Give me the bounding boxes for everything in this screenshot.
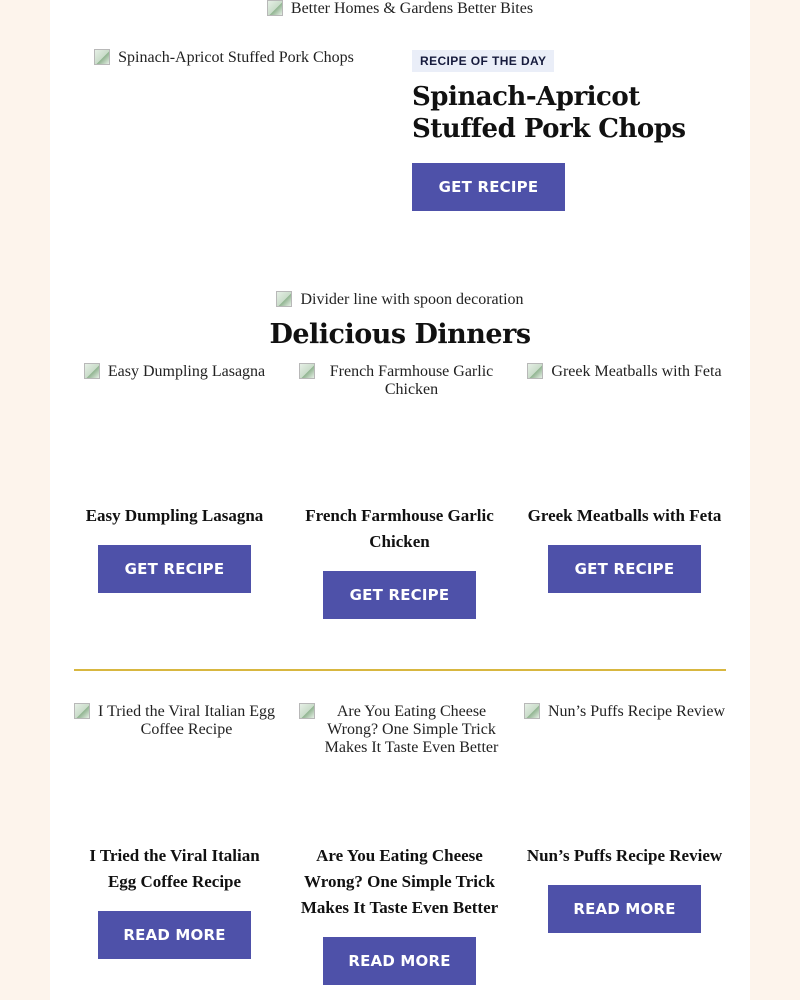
recipe-card-title[interactable]: French Farmhouse Garlic Chicken (305, 506, 494, 551)
broken-image-icon (527, 363, 543, 379)
article-card (299, 703, 500, 985)
article-card-title[interactable]: I Tried the Viral Italian Egg Coffee Recipe (89, 846, 260, 891)
broken-image-icon (299, 363, 315, 379)
broken-image-icon (276, 291, 292, 307)
broken-image-icon (84, 363, 100, 379)
divider-image (74, 291, 726, 311)
article-card-image[interactable] (524, 703, 725, 843)
article-card-image-alt: Are You Eating Cheese Wrong? One Simple Trick Makes It Taste Even Better (324, 703, 499, 756)
recipe-card (299, 363, 500, 619)
recipe-card-image-alt: Easy Dumpling Lasagna (107, 363, 266, 380)
section-heading: Delicious Dinners (269, 319, 531, 350)
read-more-button[interactable]: READ MORE (323, 937, 476, 985)
broken-image-icon (74, 703, 90, 719)
read-more-button[interactable]: READ MORE (548, 885, 701, 933)
recipe-of-the-day-badge: RECIPE OF THE DAY (412, 50, 554, 72)
article-card-image-alt: I Tried the Viral Italian Egg Coffee Recipe (98, 703, 275, 738)
article-card-title[interactable]: Are You Eating Cheese Wrong? One Simple Trick Makes It Taste Even Better (300, 846, 499, 917)
hero-image-alt: Spinach-Apricot Stuffed Pork Chops (118, 49, 354, 66)
article-card-image[interactable] (299, 703, 500, 843)
header-logo[interactable] (50, 0, 750, 22)
get-recipe-button[interactable]: GET RECIPE (98, 545, 251, 593)
broken-image-icon (267, 0, 283, 16)
recipe-card (74, 363, 275, 593)
header-logo-alt: Better Homes & Gardens Better Bites (290, 0, 534, 17)
hero-title[interactable]: Spinach-Apricot Stuffed Pork Chops (412, 82, 686, 144)
broken-image-icon (299, 703, 315, 719)
recipe-card-image[interactable] (74, 363, 275, 503)
recipe-card-title[interactable]: Greek Meatballs with Feta (527, 506, 722, 525)
email-body (50, 0, 750, 1000)
section-divider (74, 669, 726, 671)
read-more-button[interactable]: READ MORE (98, 911, 251, 959)
article-card (524, 703, 725, 933)
divider-image-alt: Divider line with spoon decoration (300, 291, 524, 308)
recipe-card-image-alt: Greek Meatballs with Feta (551, 363, 722, 380)
get-recipe-button[interactable]: GET RECIPE (548, 545, 701, 593)
article-card (74, 703, 275, 959)
article-card-image[interactable] (74, 703, 275, 843)
article-card-title[interactable]: Nun’s Puffs Recipe Review (526, 846, 723, 865)
recipe-card (524, 363, 725, 593)
article-card-image-alt: Nun’s Puffs Recipe Review (548, 703, 726, 720)
hero-info (412, 50, 732, 211)
recipe-card-image[interactable] (524, 363, 725, 503)
recipe-card-title[interactable]: Easy Dumpling Lasagna (85, 506, 264, 525)
recipe-card-image[interactable] (299, 363, 500, 503)
hero-get-recipe-button[interactable]: GET RECIPE (412, 163, 565, 211)
get-recipe-button[interactable]: GET RECIPE (323, 571, 476, 619)
broken-image-icon (524, 703, 540, 719)
hero-image[interactable] (74, 49, 374, 239)
broken-image-icon (94, 49, 110, 65)
recipe-card-image-alt: French Farmhouse Garlic Chicken (329, 363, 494, 398)
